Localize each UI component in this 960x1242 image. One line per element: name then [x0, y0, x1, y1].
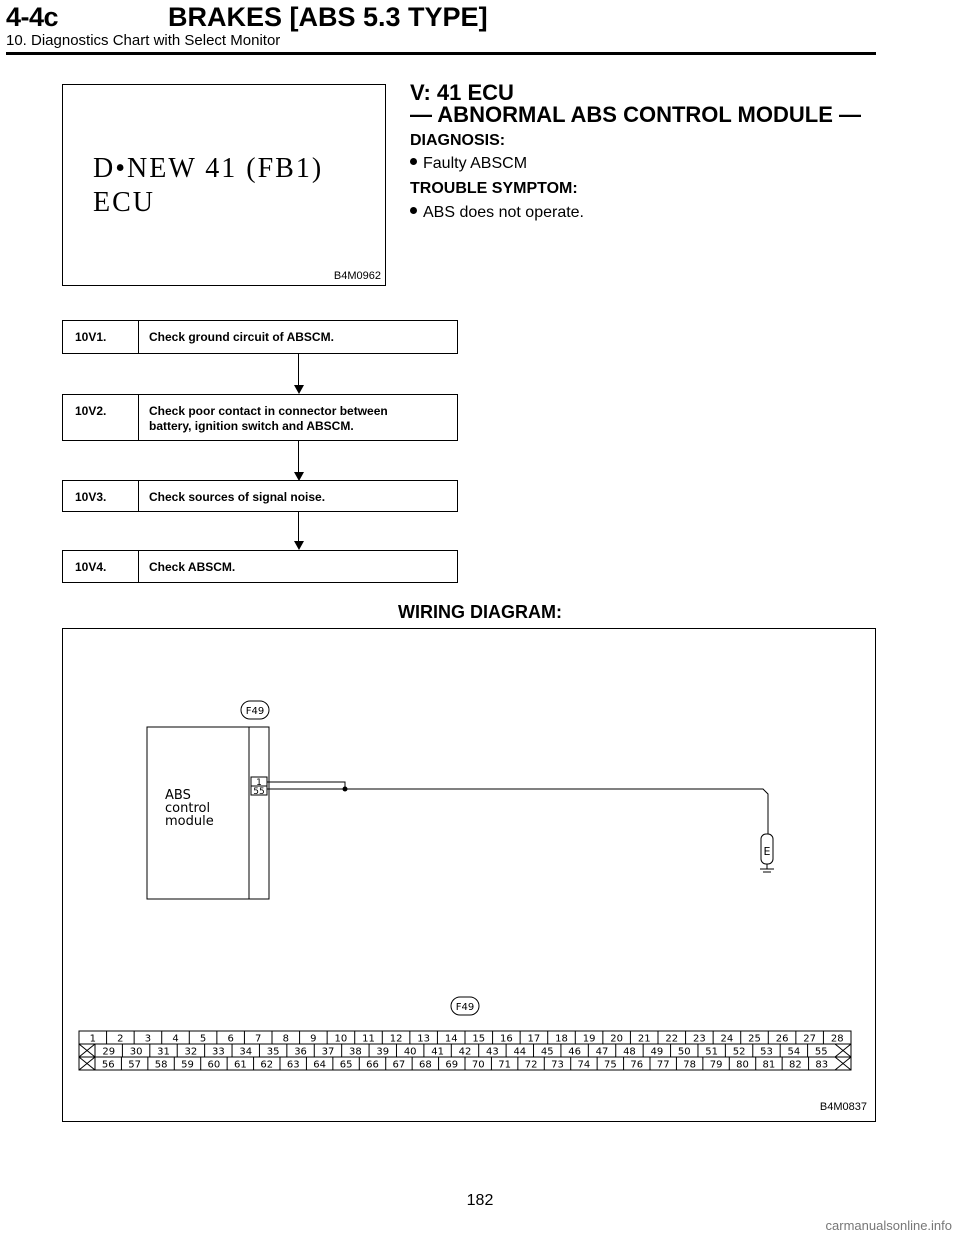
pin-number: 7 — [255, 1033, 262, 1045]
page-number: 182 — [466, 1192, 494, 1209]
diagnosis-item-text: Faulty ABSCM — [423, 155, 528, 172]
pin-number: 30 — [129, 1046, 143, 1058]
diagram-code: B4M0837 — [819, 1101, 867, 1113]
pin-number: 75 — [603, 1059, 617, 1071]
pin-number: 66 — [366, 1059, 379, 1071]
flow-step — [62, 480, 458, 512]
monitor-display-image — [62, 84, 386, 286]
pin-number: 57 — [128, 1059, 142, 1071]
blank-pin-mark — [79, 1057, 95, 1070]
bullet-icon — [410, 158, 417, 165]
header-rule — [6, 52, 876, 55]
pin-number: 82 — [788, 1059, 802, 1071]
step-number: 10V3. — [63, 481, 139, 511]
step-number: 10V1. — [63, 321, 139, 353]
pin-number: 68 — [418, 1059, 432, 1071]
pin-number: 2 — [117, 1033, 124, 1045]
pin-number: 37 — [321, 1046, 335, 1058]
ground-label: E — [763, 845, 771, 858]
pin-number: 24 — [720, 1033, 734, 1045]
step-number: 10V4. — [63, 551, 139, 582]
module-label: control — [165, 801, 211, 816]
pin-number: 35 — [266, 1046, 280, 1058]
bullet-icon — [410, 207, 417, 214]
pin-label: 55 — [253, 787, 265, 797]
pin-number: 29 — [102, 1046, 116, 1058]
watermark: carmanualsonline.info — [825, 1218, 952, 1233]
pin-number: 12 — [389, 1033, 403, 1045]
pin-number: 38 — [349, 1046, 362, 1058]
pin-number: 4 — [172, 1033, 179, 1045]
pin-number: 65 — [339, 1059, 353, 1071]
pin-number: 10 — [334, 1033, 348, 1045]
pin-number: 28 — [830, 1033, 844, 1045]
pin-number: 63 — [286, 1059, 300, 1071]
section-code: 4-4c — [6, 2, 59, 32]
arrow-down-icon — [294, 541, 304, 550]
pin-number: 17 — [527, 1033, 541, 1045]
pin-number: 48 — [623, 1046, 636, 1058]
wiring-diagram-title: WIRING DIAGRAM: — [398, 602, 562, 622]
pin-number: 81 — [762, 1059, 776, 1071]
wire — [267, 789, 768, 834]
pin-label: 1 — [256, 778, 262, 788]
step-text: Check ABSCM. — [149, 560, 236, 574]
image-code: B4M0962 — [333, 270, 381, 282]
flow-connector — [298, 441, 299, 473]
pin-number: 69 — [445, 1059, 459, 1071]
flow-step — [62, 550, 458, 583]
pin-number: 51 — [705, 1046, 719, 1058]
pin-number: 21 — [637, 1033, 651, 1045]
pin-number: 36 — [294, 1046, 307, 1058]
pin-number: 56 — [101, 1059, 115, 1071]
pin-number: 42 — [458, 1046, 472, 1058]
blank-pin-mark — [835, 1057, 851, 1070]
pin-number: 60 — [207, 1059, 221, 1071]
pin-number: 34 — [239, 1046, 253, 1058]
module-connector — [249, 727, 269, 899]
wiring-diagram-svg — [63, 629, 877, 1123]
pin-number: 32 — [184, 1046, 198, 1058]
section-heading-sub: — ABNORMAL ABS CONTROL MODULE — — [410, 102, 861, 127]
pin-number: 40 — [403, 1046, 417, 1058]
pin-number: 5 — [199, 1033, 207, 1045]
pin-number: 1 — [89, 1033, 96, 1045]
pin-number: 67 — [392, 1059, 406, 1071]
flow-connector — [298, 354, 299, 386]
module-label: ABS — [165, 788, 191, 803]
pin-number: 20 — [610, 1033, 624, 1045]
pin-number: 3 — [144, 1033, 152, 1045]
symptom-item — [410, 204, 584, 222]
pin-number: 71 — [498, 1059, 512, 1071]
pin-number: 74 — [577, 1059, 591, 1071]
blank-pin-mark — [79, 1044, 95, 1057]
pin-number: 31 — [157, 1046, 170, 1058]
splice-point — [343, 787, 348, 792]
pin-number: 19 — [582, 1033, 596, 1045]
pin-number: 15 — [472, 1033, 486, 1045]
pin-number: 46 — [568, 1046, 581, 1058]
pin-number: 8 — [282, 1033, 289, 1045]
pin-number: 22 — [665, 1033, 679, 1045]
pin-number: 55 — [814, 1046, 828, 1058]
blank-pin-mark — [835, 1044, 851, 1057]
pin-number: 16 — [499, 1033, 513, 1045]
module-label: module — [165, 814, 214, 829]
step-text: Check poor contact in connector between battery, ignition switch and ABSCM. — [149, 404, 388, 433]
section-heading: V: 41 ECU — [410, 80, 514, 105]
step-text: Check ground circuit of ABSCM. — [149, 330, 334, 344]
pin-number: 80 — [736, 1059, 749, 1071]
pin-number: 43 — [486, 1046, 499, 1058]
monitor-line-2: ECU — [93, 187, 155, 218]
pin-number: 27 — [803, 1033, 817, 1045]
pin-number: 61 — [233, 1059, 247, 1071]
pin-number: 79 — [709, 1059, 723, 1071]
flow-step — [62, 320, 458, 354]
diagnosis-item — [410, 155, 527, 173]
pin-number: 33 — [211, 1046, 225, 1058]
pin-number: 14 — [444, 1033, 458, 1045]
wire — [267, 782, 345, 789]
section-title: BRAKES [ABS 5.3 TYPE] — [168, 2, 488, 32]
pin-number: 58 — [154, 1059, 168, 1071]
connector-tag-label: F49 — [245, 706, 265, 717]
step-number: 10V2. — [63, 395, 139, 440]
connector-tag-label: F49 — [455, 1002, 475, 1013]
pin-number: 9 — [310, 1033, 317, 1045]
pin-number: 25 — [748, 1033, 761, 1045]
pin-number: 83 — [815, 1059, 829, 1071]
pin-number: 77 — [656, 1059, 670, 1071]
pin-number: 76 — [630, 1059, 644, 1071]
pin-number: 23 — [692, 1033, 706, 1045]
pin-number: 73 — [551, 1059, 564, 1071]
pin-number: 18 — [555, 1033, 568, 1045]
flow-step — [62, 394, 458, 441]
pin-number: 11 — [362, 1033, 375, 1045]
wiring-diagram — [62, 628, 876, 1122]
symptom-item-text: ABS does not operate. — [423, 204, 584, 221]
pin-number: 64 — [313, 1059, 327, 1071]
symptom-label: TROUBLE SYMPTOM: — [410, 180, 578, 197]
pin-number: 44 — [513, 1046, 527, 1058]
connector-pin-grid — [79, 1031, 851, 1071]
pin-number: 78 — [683, 1059, 697, 1071]
pin-number: 59 — [181, 1059, 194, 1071]
pin-number: 41 — [431, 1046, 444, 1058]
flow-connector — [298, 512, 299, 542]
pin-number: 26 — [775, 1033, 789, 1045]
pin-number: 6 — [227, 1033, 234, 1045]
pin-number: 50 — [677, 1046, 691, 1058]
pin-number: 53 — [760, 1046, 773, 1058]
arrow-down-icon — [294, 385, 304, 394]
diagnosis-label: DIAGNOSIS: — [410, 132, 506, 149]
pin-number: 47 — [595, 1046, 609, 1058]
section-subtitle: 10. Diagnostics Chart with Select Monitor — [6, 32, 281, 49]
pin-number: 45 — [540, 1046, 554, 1058]
pin-number: 52 — [732, 1046, 746, 1058]
pin-number: 70 — [471, 1059, 485, 1071]
step-text: Check sources of signal noise. — [149, 490, 326, 504]
pin-number: 49 — [650, 1046, 664, 1058]
pin-number: 54 — [787, 1046, 801, 1058]
monitor-line-1: D•NEW 41 (FB1) — [93, 153, 324, 184]
pin-number: 39 — [376, 1046, 390, 1058]
pin-number: 72 — [524, 1059, 538, 1071]
pin-number: 62 — [260, 1059, 274, 1071]
pin-number: 13 — [417, 1033, 431, 1045]
